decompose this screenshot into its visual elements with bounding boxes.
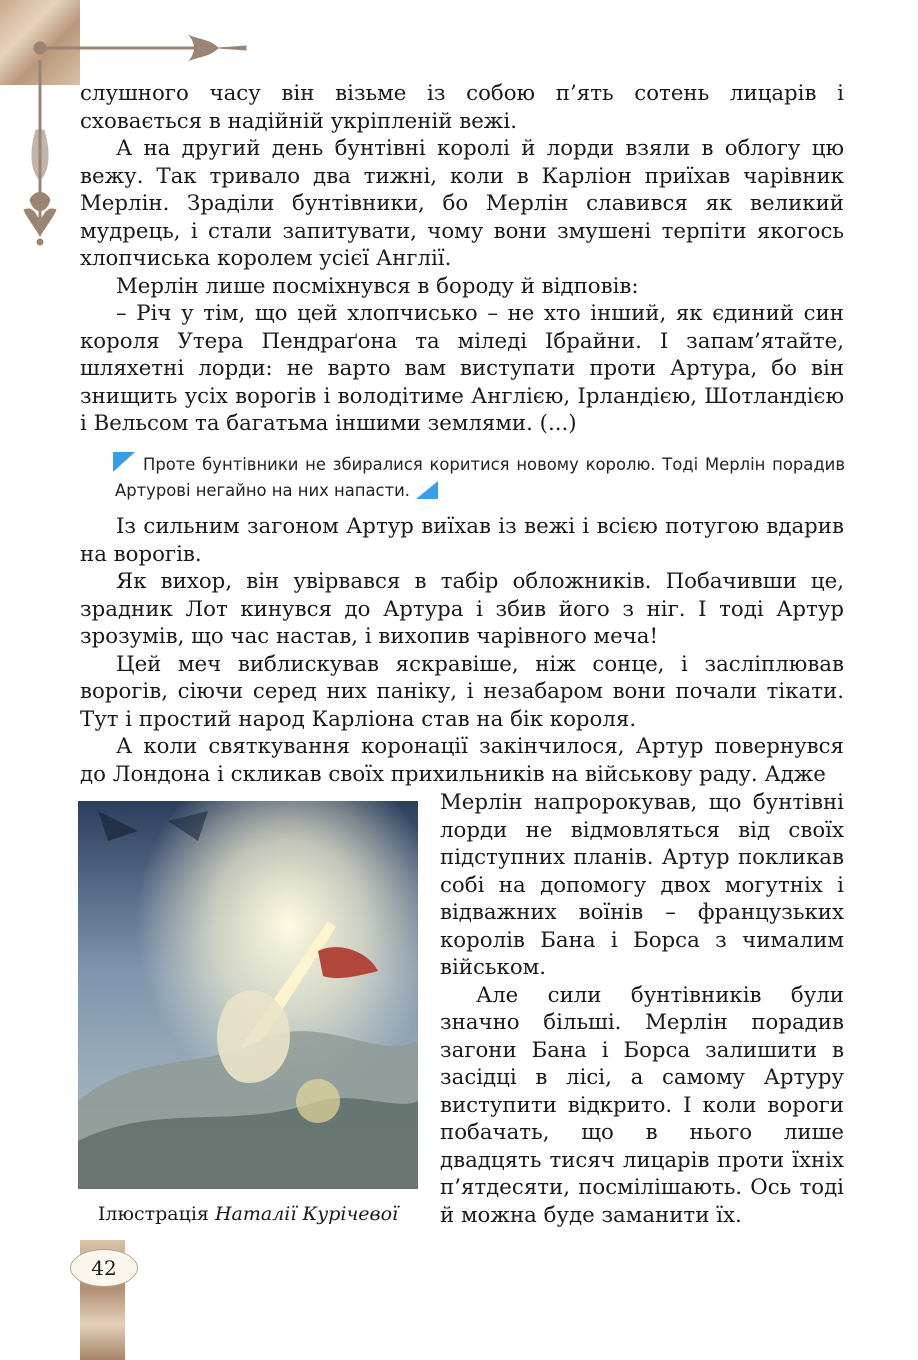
caption-prefix: Ілюстрація bbox=[97, 1203, 209, 1225]
paragraph: Як вихор, він увірвався в табір обложників. Побачивши це, зрадник Лот кинувся до Артура і збив його з ніг. І тоді Артур зрозумів, що час настав, і вихопив чарівного меча! bbox=[80, 569, 844, 649]
paragraph: – Річ у тім, що цей хлопчисько – не хто інший, як єдиний син короля Утера Пендраґона та міледі Ібрайни. І запам’ятайте, шляхетні лорди: не варто вам виступати проти Артура, бо він знищить усіх ворогів і володітиме Англією, Ірландією, Шотландією і Вельсом та багатьма іншими землями. (...) bbox=[80, 301, 844, 436]
text-block-side bbox=[440, 789, 844, 1229]
paragraph: Але сили бунтівників були значно більші. Мерлін порадив загони Бана і Борса залишити в засідці в лісі, а самому Артуру виступити відкрито. І коли вороги побачать, що в нього лише двадцять тисяч лицарів проти їхніх п’ятдесяти, посмілішають. Ось тоді й можна буде заманити їх. bbox=[440, 982, 844, 1228]
author-note bbox=[115, 452, 845, 504]
illustration-caption bbox=[78, 1203, 418, 1225]
paragraph: слушного часу він візьме із собою п’ять сотень лицарів і сховається в надійній укріпленій вежі. bbox=[80, 81, 844, 134]
note-text: Проте бунтівники не збиралися коритися новому королю. Тоді Мерлін порадив Артурові негайно на них напасти. bbox=[115, 455, 845, 500]
note-end-triangle-icon bbox=[416, 481, 438, 499]
paragraph: Із сильним загоном Артур виїхав із вежі і всією потугою вдарив на ворогів. bbox=[80, 514, 844, 567]
paragraph: Мерлін напророкував, що бунтівні лорди не відмовляться від своїх підступних планів. Артур покликав собі на допомогу двох могутніх і відважних воїнів – французьких королів Бана і Борса з чималим військом. bbox=[440, 790, 844, 980]
paragraph: А коли святкування коронації закінчилося, Артур повернувся до Лондона і скликав своїх прихильників на військову раду. Адже bbox=[80, 734, 844, 787]
illustration-battle bbox=[78, 801, 418, 1189]
page-number-text: 42 bbox=[91, 1256, 117, 1280]
text-block-top bbox=[80, 80, 844, 438]
paragraph: Мерлін лише посміхнувся в бороду й відповів: bbox=[116, 273, 639, 299]
text-block-middle bbox=[80, 513, 844, 788]
page-number bbox=[70, 1249, 138, 1287]
paragraph: А на другий день бунтівні королі й лорди взяли в облогу цю вежу. Так тривало два тижні, коли в Карліон приїхав чарівник Мерлін. Зраділи бунтівники, бо Мерлін славився як великий мудрець, і стали запитувати, чому вони змушені терпіти якогось хлопчиська королем усієї Англії. bbox=[80, 136, 844, 271]
paragraph: Цей меч виблискував яскравіше, ніж сонце, і засліплював ворогів, сіючи серед них паніку, і незабаром вони почали тікати. Тут і простий народ Карліона став на бік короля. bbox=[80, 651, 844, 732]
caption-author: Наталії Курічевої bbox=[214, 1203, 399, 1225]
